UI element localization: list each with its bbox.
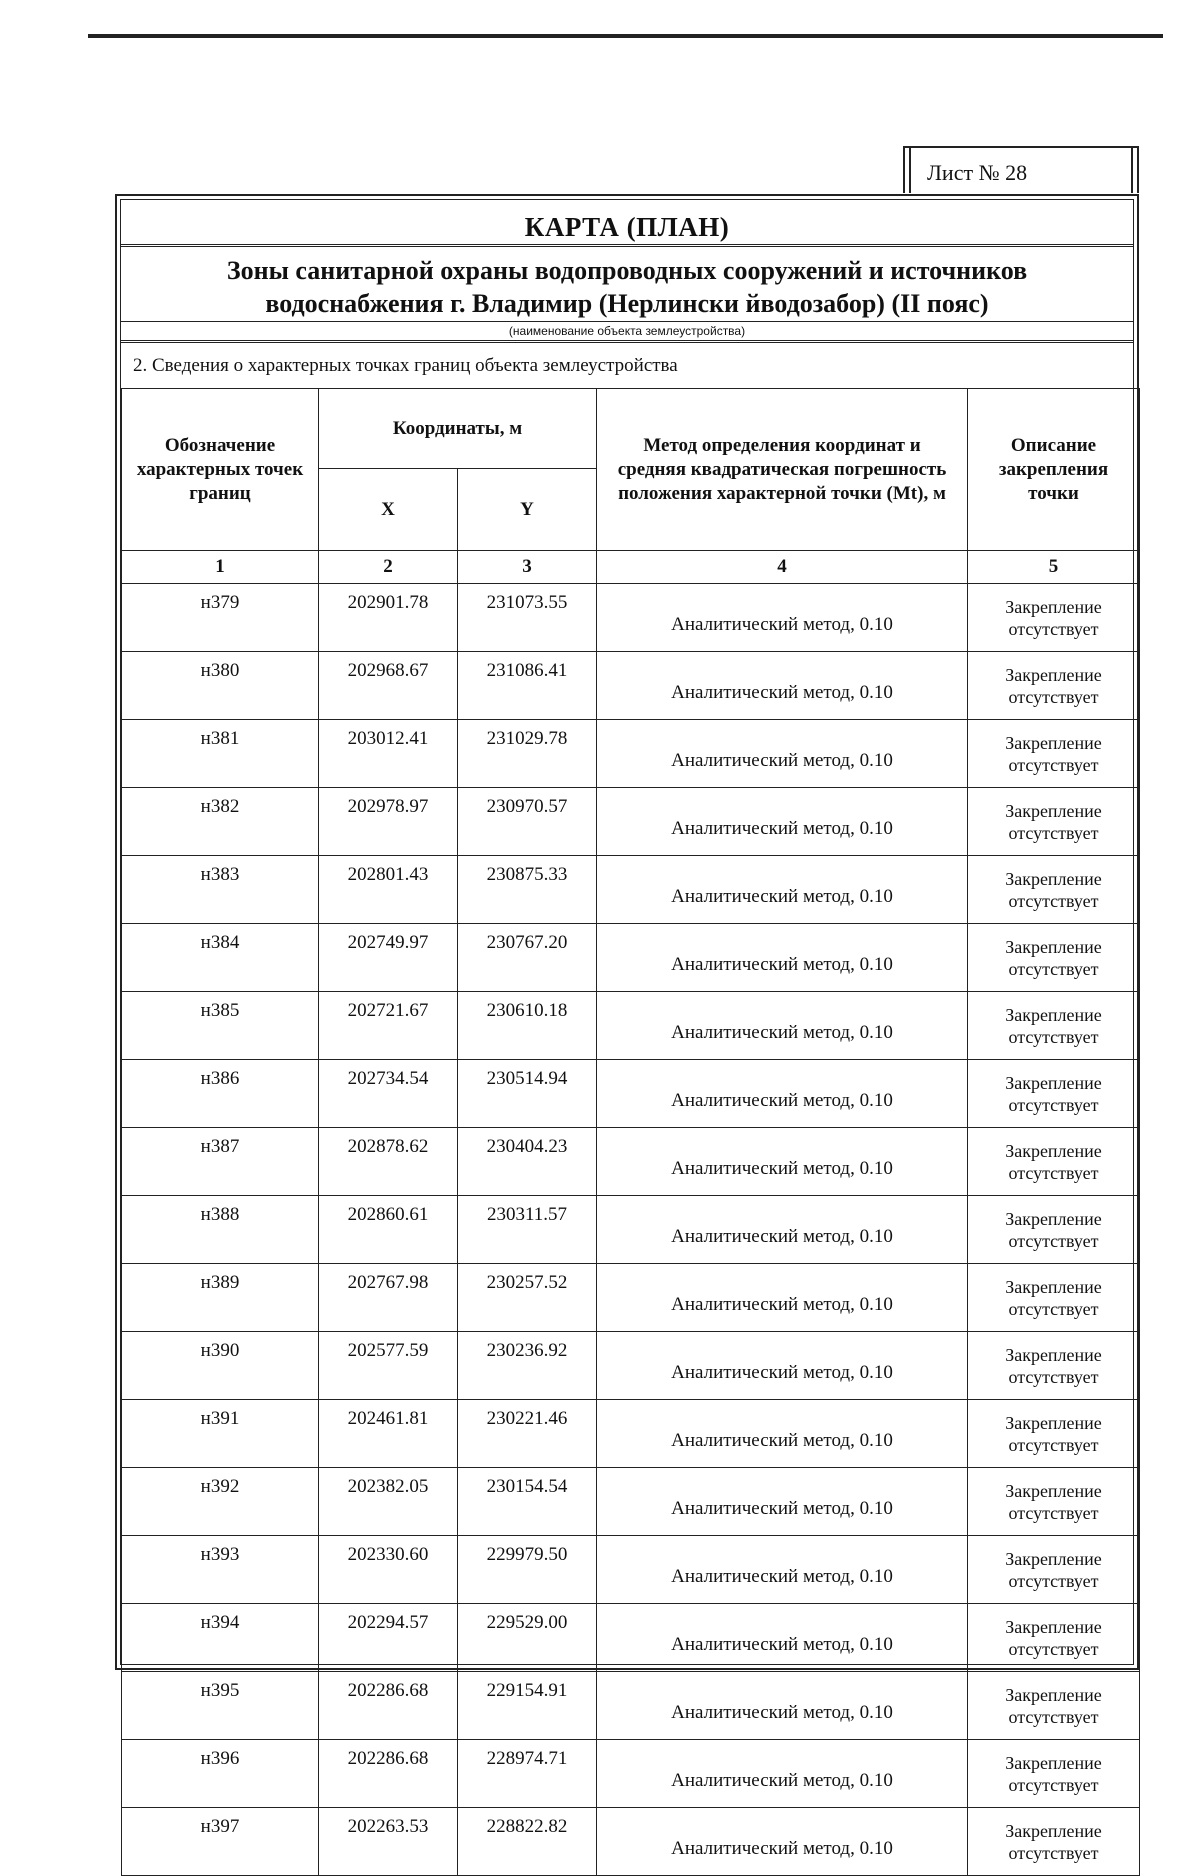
point-id: н393 <box>122 1536 319 1604</box>
column-number: 1 <box>122 551 319 584</box>
coord-x: 202263.53 <box>319 1808 458 1876</box>
table-row <box>122 1264 1140 1332</box>
coord-x: 202749.97 <box>319 924 458 992</box>
header-fixing: Описание закрепления точки <box>968 389 1140 551</box>
fixing: Закрепление отсутствует <box>968 856 1140 924</box>
point-id: н389 <box>122 1264 319 1332</box>
coord-y: 230970.57 <box>458 788 597 856</box>
fixing: Закрепление отсутствует <box>968 1604 1140 1672</box>
coord-y: 230257.52 <box>458 1264 597 1332</box>
column-number: 4 <box>597 551 968 584</box>
coord-x: 202767.98 <box>319 1264 458 1332</box>
method: Аналитический метод, 0.10 <box>597 1740 968 1808</box>
coord-y: 230154.54 <box>458 1468 597 1536</box>
coord-y: 231073.55 <box>458 584 597 652</box>
method: Аналитический метод, 0.10 <box>597 856 968 924</box>
document-frame <box>115 194 1139 1863</box>
point-id: н392 <box>122 1468 319 1536</box>
coord-y: 230610.18 <box>458 992 597 1060</box>
fixing: Закрепление отсутствует <box>968 1672 1140 1740</box>
fixing: Закрепление отсутствует <box>968 1808 1140 1876</box>
document-title: КАРТА (ПЛАН) <box>524 212 730 242</box>
method: Аналитический метод, 0.10 <box>597 788 968 856</box>
table-row <box>122 1128 1140 1196</box>
coord-y: 231086.41 <box>458 652 597 720</box>
coord-y: 230236.92 <box>458 1332 597 1400</box>
coord-x: 202734.54 <box>319 1060 458 1128</box>
column-number: 5 <box>968 551 1140 584</box>
points-table <box>121 388 1140 1876</box>
coord-x: 202461.81 <box>319 1400 458 1468</box>
fixing: Закрепление отсутствует <box>968 1060 1140 1128</box>
table-row <box>122 1808 1140 1876</box>
table-row <box>122 856 1140 924</box>
fixing: Закрепление отсутствует <box>968 1468 1140 1536</box>
header-method: Метод определения координат и средняя квадратическая погрешность положения характерной точки (Mt), м <box>597 389 968 551</box>
column-number: 3 <box>458 551 597 584</box>
table-row <box>122 1060 1140 1128</box>
point-id: н379 <box>122 584 319 652</box>
table-row <box>122 992 1140 1060</box>
table-row <box>122 1468 1140 1536</box>
coord-y: 228822.82 <box>458 1808 597 1876</box>
point-id: н396 <box>122 1740 319 1808</box>
object-name-line-1: Зоны санитарной охраны водопроводных сооружений и источников <box>226 256 1028 285</box>
method: Аналитический метод, 0.10 <box>597 1400 968 1468</box>
object-name <box>141 254 1113 320</box>
coord-y: 230514.94 <box>458 1060 597 1128</box>
method: Аналитический метод, 0.10 <box>597 1468 968 1536</box>
fixing: Закрепление отсутствует <box>968 1740 1140 1808</box>
coord-x: 202721.67 <box>319 992 458 1060</box>
table-row <box>122 1196 1140 1264</box>
fixing: Закрепление отсутствует <box>968 1400 1140 1468</box>
coord-x: 202330.60 <box>319 1536 458 1604</box>
table-row <box>122 788 1140 856</box>
object-caption: (наименование объекта землеустройства) <box>508 324 746 338</box>
method: Аналитический метод, 0.10 <box>597 1536 968 1604</box>
point-id: н391 <box>122 1400 319 1468</box>
coord-x: 203012.41 <box>319 720 458 788</box>
table-row <box>122 652 1140 720</box>
coord-x: 202382.05 <box>319 1468 458 1536</box>
point-id: н390 <box>122 1332 319 1400</box>
header-point: Обозначение характерных точек границ <box>122 389 319 551</box>
coord-x: 202577.59 <box>319 1332 458 1400</box>
method: Аналитический метод, 0.10 <box>597 720 968 788</box>
table-row <box>122 1400 1140 1468</box>
coord-y: 230311.57 <box>458 1196 597 1264</box>
top-rule <box>88 34 1163 38</box>
method: Аналитический метод, 0.10 <box>597 1060 968 1128</box>
header-coords: Координаты, м <box>319 389 597 469</box>
method: Аналитический метод, 0.10 <box>597 924 968 992</box>
table-row <box>122 1740 1140 1808</box>
coord-y: 230767.20 <box>458 924 597 992</box>
table-row <box>122 1332 1140 1400</box>
point-id: н395 <box>122 1672 319 1740</box>
coord-y: 230221.46 <box>458 1400 597 1468</box>
point-id: н380 <box>122 652 319 720</box>
method: Аналитический метод, 0.10 <box>597 1604 968 1672</box>
method: Аналитический метод, 0.10 <box>597 1128 968 1196</box>
coord-y: 231029.78 <box>458 720 597 788</box>
fixing: Закрепление отсутствует <box>968 1264 1140 1332</box>
coord-x: 202294.57 <box>319 1604 458 1672</box>
fixing: Закрепление отсутствует <box>968 584 1140 652</box>
coord-y: 230875.33 <box>458 856 597 924</box>
table-row <box>122 720 1140 788</box>
divider <box>121 340 1133 343</box>
fixing: Закрепление отсутствует <box>968 924 1140 992</box>
coord-y: 229154.91 <box>458 1672 597 1740</box>
table-row <box>122 1672 1140 1740</box>
point-id: н381 <box>122 720 319 788</box>
point-id: н386 <box>122 1060 319 1128</box>
point-id: н385 <box>122 992 319 1060</box>
fixing: Закрепление отсутствует <box>968 1332 1140 1400</box>
coord-x: 202878.62 <box>319 1128 458 1196</box>
object-name-line-2: водоснабжения г. Владимир (Нерлински йводозабор) (II пояс) <box>265 289 989 318</box>
table-row <box>122 584 1140 652</box>
method: Аналитический метод, 0.10 <box>597 1196 968 1264</box>
point-id: н383 <box>122 856 319 924</box>
point-id: н384 <box>122 924 319 992</box>
coord-x: 202286.68 <box>319 1740 458 1808</box>
point-id: н382 <box>122 788 319 856</box>
point-id: н397 <box>122 1808 319 1876</box>
method: Аналитический метод, 0.10 <box>597 1264 968 1332</box>
point-id: н388 <box>122 1196 319 1264</box>
coord-y: 229529.00 <box>458 1604 597 1672</box>
table-row <box>122 1604 1140 1672</box>
fixing: Закрепление отсутствует <box>968 1196 1140 1264</box>
sheet-number: Лист № 28 <box>927 160 1028 185</box>
document-frame-inner <box>120 199 1134 1863</box>
coord-x: 202901.78 <box>319 584 458 652</box>
coord-x: 202978.97 <box>319 788 458 856</box>
divider <box>121 321 1133 322</box>
point-id: н387 <box>122 1128 319 1196</box>
method: Аналитический метод, 0.10 <box>597 1672 968 1740</box>
fixing: Закрепление отсутствует <box>968 1536 1140 1604</box>
coord-x: 202860.61 <box>319 1196 458 1264</box>
coord-x: 202968.67 <box>319 652 458 720</box>
method: Аналитический метод, 0.10 <box>597 584 968 652</box>
header-x: X <box>319 469 458 551</box>
coord-y: 228974.71 <box>458 1740 597 1808</box>
section-title: 2. Сведения о характерных точках границ объекта землеустройства <box>133 355 678 376</box>
sheet-number-box <box>903 146 1139 193</box>
table-row <box>122 1536 1140 1604</box>
fixing: Закрепление отсутствует <box>968 652 1140 720</box>
method: Аналитический метод, 0.10 <box>597 992 968 1060</box>
method: Аналитический метод, 0.10 <box>597 1808 968 1876</box>
coord-y: 229979.50 <box>458 1536 597 1604</box>
fixing: Закрепление отсутствует <box>968 788 1140 856</box>
coord-x: 202286.68 <box>319 1672 458 1740</box>
fixing: Закрепление отсутствует <box>968 1128 1140 1196</box>
table-row <box>122 924 1140 992</box>
method: Аналитический метод, 0.10 <box>597 652 968 720</box>
fixing: Закрепление отсутствует <box>968 992 1140 1060</box>
header-y: Y <box>458 469 597 551</box>
method: Аналитический метод, 0.10 <box>597 1332 968 1400</box>
fixing: Закрепление отсутствует <box>968 720 1140 788</box>
point-id: н394 <box>122 1604 319 1672</box>
column-number: 2 <box>319 551 458 584</box>
divider <box>121 244 1133 247</box>
coord-x: 202801.43 <box>319 856 458 924</box>
coord-y: 230404.23 <box>458 1128 597 1196</box>
